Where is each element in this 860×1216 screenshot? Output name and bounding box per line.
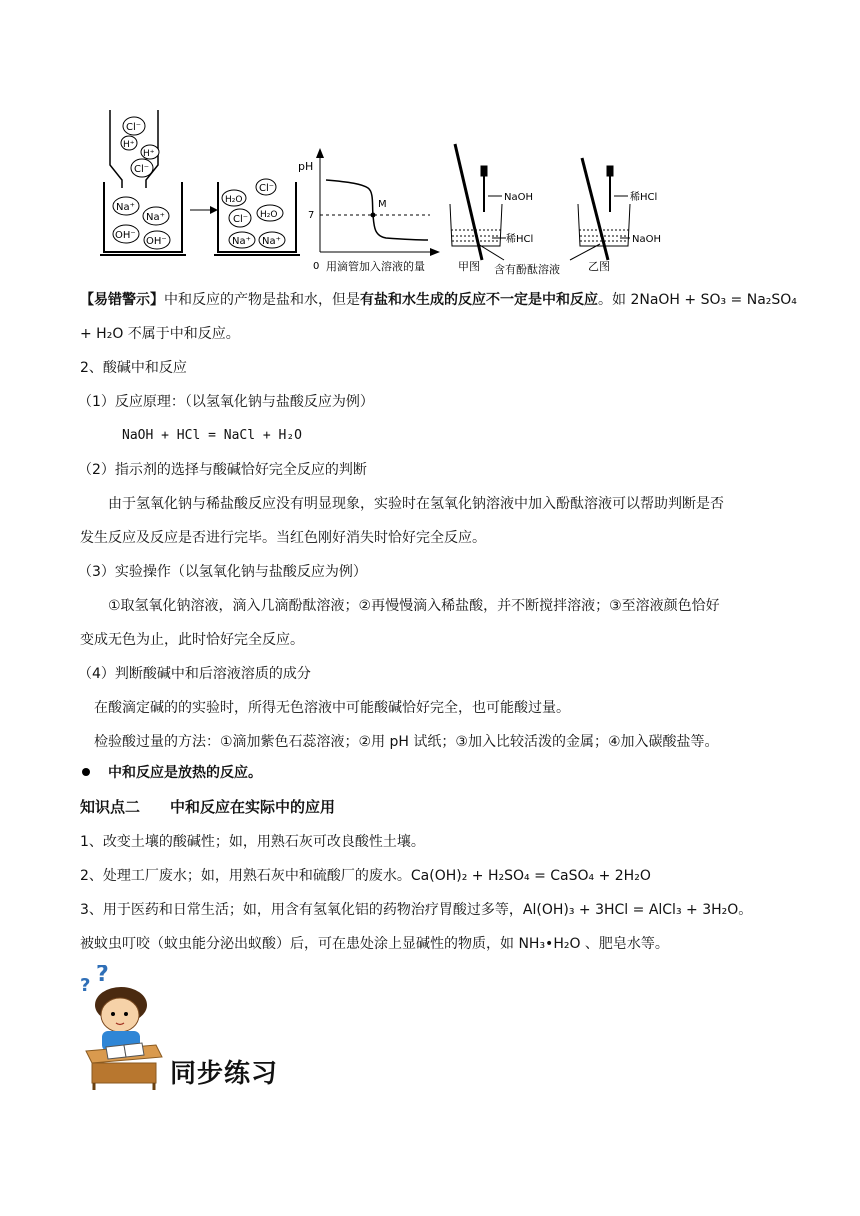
ion-cl-2: Cl⁻ (134, 164, 150, 175)
svg-text:?: ? (80, 975, 91, 996)
warning-bold: 有盐和水生成的反应不一定是中和反应 (360, 292, 598, 308)
ion-cl-4: Cl⁻ (233, 214, 249, 225)
yi-hcl-label: 稀HCl (630, 192, 658, 203)
s2-3-title: （3）实验操作（以氢氧化钠与盐酸反应为例） (78, 564, 367, 580)
ion-h-2: H⁺ (143, 149, 155, 159)
s2-4-line-1: 在酸滴定碱的的实验时，所得无色溶液中可能酸碱恰好完全，也可能酸过量。 (94, 700, 570, 716)
bullet-dot (82, 768, 90, 776)
s2-1-equation: NaOH + HCl = NaCl + H₂O (122, 428, 303, 443)
warning-text-2: 。如 2NaOH + SO₃ = Na₂SO₄ (598, 292, 797, 308)
s2-3-line-2: 变成无色为止，此时恰好完全反应。 (80, 632, 304, 648)
sync-practice-title: 同步练习 (170, 1059, 279, 1089)
warning-tag: 【易错警示】 (80, 292, 164, 308)
warning-line-2: + H₂O 不属于中和反应。 (80, 326, 240, 342)
jia-naoh-label: NaOH (504, 192, 533, 203)
application-3-line-1: 3、用于医药和日常生活；如，用含有氢氧化铝的药物治疗胃酸过多等，Al(OH)₃ + 3HCl = AlCl₃ + 3H₂O。 (80, 902, 753, 918)
warning-text-1: 中和反应的产物是盐和水，但是 (164, 292, 360, 308)
s2-4-line-2: 检验酸过量的方法：①滴加紫色石蕊溶液；②用 pH 试纸；③加入比较活泼的金属；④加入碳酸盐等。 (94, 734, 719, 750)
mol-h2o-2: H₂O (260, 210, 278, 220)
section2-title: 2、酸碱中和反应 (80, 360, 187, 376)
s2-4-title: （4）判断酸碱中和后溶液溶质的成分 (78, 666, 311, 682)
s2-2-title: （2）指示剂的选择与酸碱恰好完全反应的判断 (78, 462, 367, 478)
ph-7-label: 7 (308, 210, 315, 221)
point-m-label: M (378, 199, 387, 210)
yi-naoh-label: NaOH (632, 234, 661, 245)
warning-line-1 (80, 290, 797, 310)
arrow-icon (190, 206, 218, 214)
s2-1-title: （1）反应原理：（以氢氧化钠与盐酸反应为例） (78, 394, 374, 410)
ion-na-3: Na⁺ (232, 236, 251, 247)
s2-3-line-1: ①取氢氧化钠溶液，滴入几滴酚酞溶液；②再慢慢滴入稀盐酸，并不断搅拌溶液；③至溶液颜色恰好 (108, 598, 720, 614)
jia-caption: 甲图 (458, 260, 480, 273)
ion-cl-3: Cl⁻ (259, 183, 275, 194)
s2-2-line-1: 由于氢氧化钠与稀盐酸反应没有明显现象，实验时在氢氧化钠溶液中加入酚酞溶液可以帮助判断是否 (108, 496, 724, 512)
jia-hcl-label: 稀HCl (506, 234, 534, 245)
application-3-line-2: 被蚊虫叮咬（蚊虫能分泌出蚁酸）后，可在患处涂上显碱性的物质，如 NH₃•H₂O 、肥皂水等。 (80, 936, 669, 952)
x-axis-caption: 用滴管加入溶液的量 (326, 260, 425, 273)
neutralization-figure (100, 110, 680, 280)
ph-axis-label: pH (298, 160, 314, 173)
ion-oh-2: OH⁻ (146, 236, 167, 247)
ion-oh-1: OH⁻ (115, 230, 136, 241)
ph-curve (326, 180, 428, 240)
ph-origin-label: 0 (313, 261, 320, 272)
beaker-yi (578, 158, 630, 260)
bullet-text: 中和反应是放热的反应。 (108, 765, 262, 781)
ion-na-1: Na⁺ (116, 202, 135, 213)
s2-2-line-2: 发生反应及反应是否进行完毕。当红色刚好消失时恰好完全反应。 (80, 530, 486, 546)
application-2: 2、处理工厂废水；如，用熟石灰中和硫酸厂的废水。Ca(OH)₂ + H₂SO₄ = CaSO₄ + 2H₂O (80, 868, 651, 884)
ion-h-1: H⁺ (123, 140, 135, 150)
ion-na-2: Na⁺ (146, 212, 165, 223)
yi-caption: 乙图 (588, 260, 610, 273)
knowledge-point-2-title: 知识点二 中和反应在实际中的应用 (80, 798, 336, 816)
ion-na-4: Na⁺ (262, 236, 281, 247)
ion-cl-1: Cl⁻ (126, 122, 142, 133)
phenol-caption: 含有酚酞溶液 (494, 263, 560, 276)
svg-text:?: ? (96, 965, 109, 987)
mol-h2o-1: H₂O (225, 195, 243, 205)
studying-boy-illustration (76, 965, 166, 1090)
application-1: 1、改变土壤的酸碱性；如，用熟石灰可改良酸性土壤。 (80, 834, 425, 850)
beaker-jia (450, 144, 506, 260)
